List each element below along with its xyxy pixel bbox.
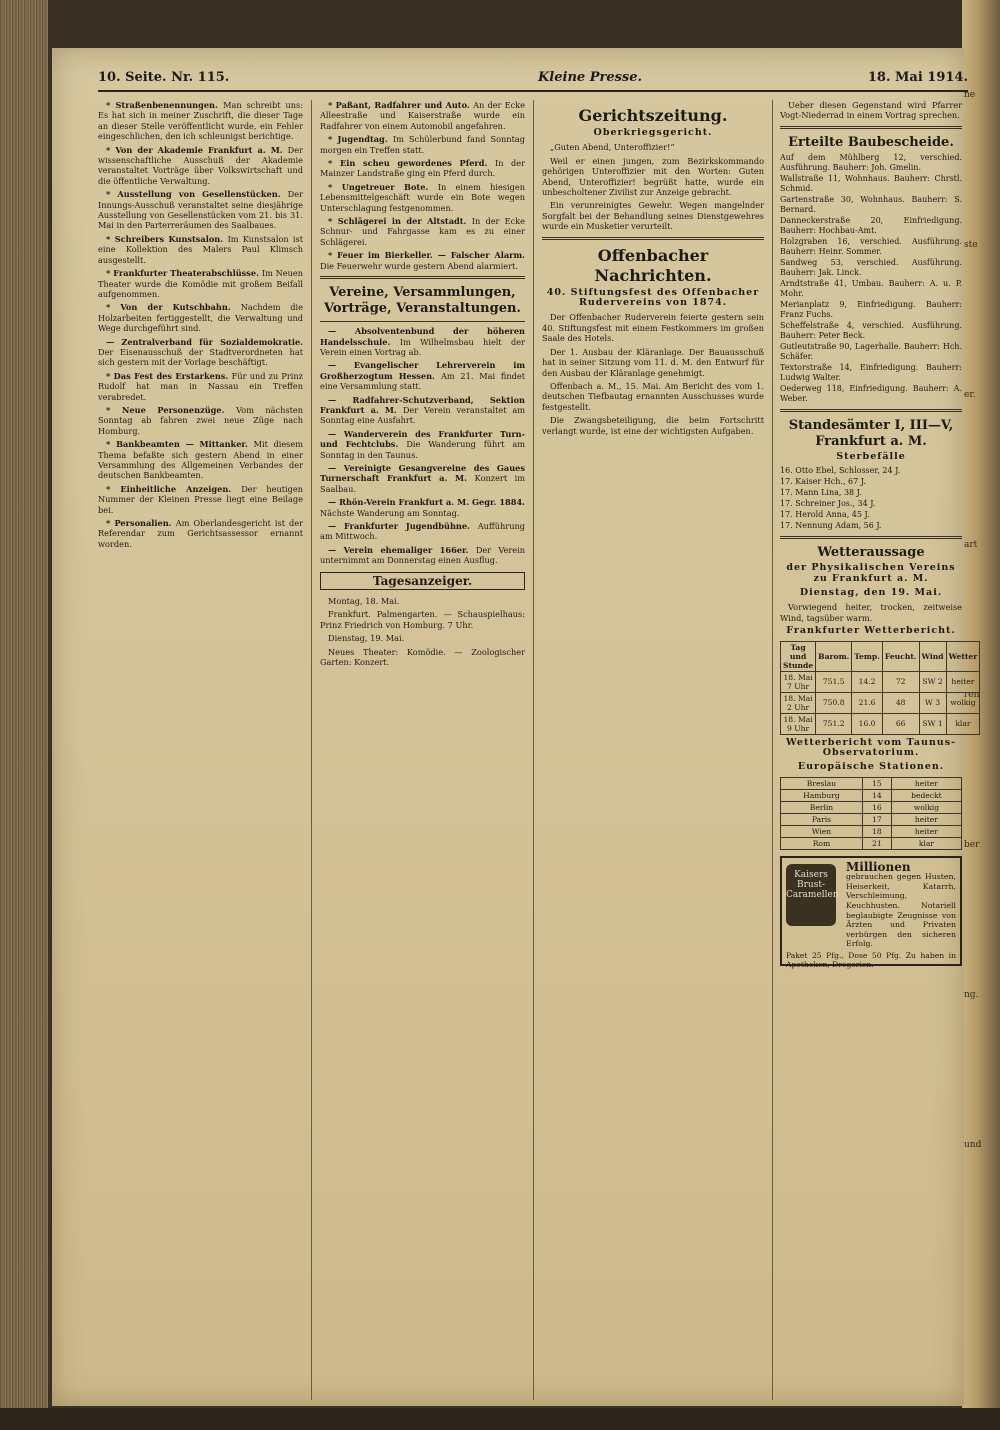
offenbach-paragraph: Der 1. Ausbau der Kläranlage. Der Bauausschuß hat in seiner Sitzung vom 11. d. M. den Entwurf für den Ausbau der Kläranlage genehmigt. [542, 346, 764, 378]
section-title-offenbach: Offenbacher Nachrichten. [594, 245, 712, 285]
agenda-box-title: Tagesanzeiger. [320, 572, 525, 590]
obs-header-cell: Barom. [816, 641, 852, 671]
obs-cell: klar [946, 713, 980, 734]
police-news-article: * Ein scheu gewordenes Pferd. In der Mainzer Landstraße ging ein Pferd durch. [320, 158, 525, 179]
station-cell: Hamburg [781, 789, 863, 801]
column-notices [780, 100, 978, 1400]
club-notice: — Wanderverein des Frankfurter Turn- und Fechtclubs. Die Wanderung führt am Sonntag in den Taunus. [320, 428, 525, 460]
building-permit: Arndtstraße 41, Umbau. Bauherr: A. u. P. Mohr. [780, 278, 962, 298]
club-notice: — Vereinigte Gesangvereine des Gaues Turnerschaft Frankfurt a. M. Konzert im Saalbau. [320, 462, 525, 494]
station-row [781, 777, 962, 789]
police-news-article: * Ungetreuer Bote. In einem hiesigen Lebensmittelgeschäft wurde ein Bote wegen Unterschlagung festgenommen. [320, 181, 525, 213]
article-title: * Schreibers Kunstsalon. [106, 233, 228, 244]
adjacent-page-fragment: art [964, 540, 978, 550]
adjacent-page-fragment: ste [964, 240, 978, 250]
local-news-article: * Ausstellung von Gesellenstücken. Der Innungs-Ausschuß veranstaltet seine diesjährige Ausstellung von Gesellenstücken vom 21. bis 31. Mai in den Parterreräumen des Saalbaues. [98, 189, 303, 231]
page-number: 10. Seite. Nr. 115. [98, 70, 230, 85]
obs-cell: SW 2 [919, 671, 946, 692]
club-notice: — Radfahrer-Schutzverband, Sektion Frankfurt a. M. Der Verein veranstaltet am Sonntag eine Ausfahrt. [320, 394, 525, 426]
product-seal-icon: Kaisers Brust-Caramellen [786, 864, 836, 926]
article-title: — Vereinigte Gesangvereine des Gaues Turnerschaft Frankfurt a. M. [320, 462, 525, 484]
obs-cell: 21.6 [852, 692, 883, 713]
ad-headline: Millionen [846, 859, 911, 874]
table-surface [0, 1408, 1000, 1430]
article-title: * Paßant, Radfahrer und Auto. [328, 100, 474, 110]
building-permit: Gartenstraße 30, Wohnhaus. Bauherr: S. Bernard. [780, 194, 962, 214]
column-rule [311, 100, 312, 1400]
article-title: * Frankfurter Theaterabschlüsse. [106, 268, 262, 279]
column-rule [772, 100, 773, 1400]
station-cell: 14 [862, 789, 891, 801]
agenda-entry: Montag, 18. Mai. [328, 596, 400, 607]
building-permit: Oederweg 118, Einfriedigung. Bauherr: A. Weber. [780, 383, 962, 403]
book-binding-edge [0, 0, 48, 1430]
section-sub-registry: Sterbefälle [836, 450, 906, 462]
article-title: — Verein ehemaliger 166er. [328, 544, 476, 555]
building-permit: Holzgraben 16, verschied. Ausführung. Bauherr: Heinr. Sommer. [780, 236, 962, 256]
club-notice: — Frankfurter Jugendbühne. Aufführung am Mittwoch. [320, 521, 525, 542]
weather-forecast: Vorwiegend heiter, trocken, zeitweise Wind, tagsüber warm. [780, 602, 962, 623]
obs-cell: heiter [946, 671, 980, 692]
agenda-entry: Frankfurt. Palmengarten. — Schauspielhaus: Prinz Friedrich von Homburg. 7 Uhr. [320, 609, 525, 630]
local-news-article: * Straßenbenennungen. Man schreibt uns: Es hat sich in meiner Zuschrift, die dieser Tage an dieser Stelle veröffentlicht wurde, ein Fehler eingeschlichen, den ich schleunigst berichtige. [98, 100, 304, 142]
obs-cell: 14.2 [852, 671, 883, 692]
obs-cell: 750.8 [816, 692, 852, 713]
local-news-article: * Personalien. Am Oberlandesgericht ist der Referendar zum Gerichtsassessor ernannt worden. [98, 518, 303, 549]
newspaper-page [52, 48, 978, 1406]
station-row [781, 801, 962, 813]
obs-cell: 18. Mai 2 Uhr [781, 692, 816, 713]
article-title: — Frankfurter Jugendbühne. [328, 521, 478, 531]
station-cell: heiter [891, 825, 961, 837]
registry-entry: 17. Herold Anna, 45 J. [780, 510, 870, 520]
article-title: * Von der Akademie Frankfurt a. M. [106, 144, 288, 155]
building-permit: Sandweg 53, verschied. Ausführung. Bauherr: Jak. Linck. [780, 257, 962, 277]
obs-cell: 72 [882, 671, 919, 692]
section-title-registry: Standesämter I, III—V, Frankfurt a. M. [788, 417, 954, 449]
article-title: — Evangelischer Lehrerverein im Großherzogtum Hessen. [320, 360, 525, 381]
ad-footer: Paket 25 Pfg., Dose 50 Pfg. Zu haben in Apotheken, Drogerien. [786, 951, 956, 970]
obs-cell: 18. Mai 7 Uhr [781, 671, 816, 692]
obs-cell: 16.0 [852, 713, 883, 734]
advertisement-caramels [780, 856, 962, 970]
article-title: * Neue Personenzüge. [106, 404, 237, 415]
section-title-weather: Wetteraussage [817, 545, 925, 561]
article-title: * Einheitliche Anzeigen. [106, 483, 242, 494]
article-title: * Bankbeamten — Mittanker. [106, 439, 254, 450]
station-row [781, 789, 962, 801]
obs-header-cell: Feucht. [882, 641, 919, 671]
building-permit: Merianplatz 9, Einfriedigung. Bauherr: Franz Fuchs. [780, 299, 962, 319]
local-news-article: * Bankbeamten — Mittanker. Mit diesem Thema befaßte sich gestern Abend in einer Versammlung des Allgemeinen Verbandes der deutschen Bankbeamten. [98, 439, 303, 481]
station-cell: 17 [862, 813, 891, 825]
building-permit: Wallstraße 11, Wohnhaus. Bauherr: Chrstl. Schmid. [780, 173, 962, 193]
obs-cell: W 3 [919, 692, 946, 713]
article-title: * Feuer im Bierkeller. — Falscher Alarm. [328, 250, 525, 261]
adjacent-page-fragment: ne [964, 90, 976, 100]
registry-entry: 17. Nennung Adam, 56 J. [780, 521, 882, 531]
station-cell: 18 [862, 825, 891, 837]
station-cell: 16 [862, 801, 891, 813]
offenbach-paragraph: Offenbach a. M., 15. Mai. Am Bericht des vom 1. deutschen Tiefbautag ernannten Ausschusses wurde festgestellt. [542, 380, 764, 412]
agenda-entry: Dienstag, 19. Mai. [328, 633, 405, 644]
section-sub-offenbach: 40. Stiftungsfest des Offenbacher Rudervereins von 1874. [546, 286, 760, 309]
station-cell: Berlin [781, 801, 863, 813]
registry-entry: 17. Schreiner Jos., 34 J. [780, 499, 876, 509]
station-row [781, 825, 962, 837]
obs-header-cell: Wetter [946, 641, 980, 671]
club-notice: — Rhön-Verein Frankfurt a. M. Gegr. 1884. Nächste Wanderung am Sonntag. [320, 497, 525, 518]
european-stations-table [780, 777, 962, 850]
local-news-article: * Von der Akademie Frankfurt a. M. Der wissenschaftliche Ausschuß der Akademie veranstaltet Vorträge über Volkswirtschaft und die öffentliche Verwaltung. [98, 144, 303, 186]
station-cell: Wien [781, 825, 863, 837]
obs-header-cell: Wind [919, 641, 946, 671]
taunus-title: Wetterbericht vom Taunus-Observatorium. [786, 736, 956, 759]
station-cell: klar [891, 837, 961, 849]
local-news-article: * Einheitliche Anzeigen. Der heutigen Nummer der Kleinen Presse liegt eine Beilage bei. [98, 483, 303, 515]
obs-cell: 751.5 [816, 671, 852, 692]
club-notice: — Absolventenbund der höheren Handelsschule. Im Wilhelmsbau hielt der Verein einen Vortrag ab. [320, 326, 525, 357]
obs-title: Frankfurter Wetterbericht. [786, 625, 956, 637]
obs-cell: SW 1 [919, 713, 946, 734]
police-news-article: * Schlägerei in der Altstadt. In der Ecke Schnur- und Fahrgasse kam es zu einer Schlägerei. [320, 216, 525, 247]
station-cell: 15 [862, 777, 891, 789]
section-sub-court: Oberkriegsgericht. [593, 127, 713, 138]
station-cell: bedeckt [891, 789, 961, 801]
article-title: * Von der Kutschbahn. [106, 302, 241, 313]
article-title: — Zentralverband für Sozialdemokratie. [106, 336, 303, 347]
station-row [781, 813, 962, 825]
article-title: * Schlägerei in der Altstadt. [328, 216, 472, 227]
article-title: — Absolventenbund der höheren Handelsschule. [320, 326, 525, 347]
building-permit: Textorstraße 14, Einfriedigung. Bauherr: Ludwig Walter. [780, 362, 962, 382]
building-permit: Scheffelstraße 4, verschied. Ausführung. Bauherr: Peter Beck. [780, 320, 962, 340]
section-title-court: Gerichtszeitung. [578, 106, 728, 125]
issue-date: 18. Mai 1914. [867, 70, 968, 85]
weather-observation-table [780, 641, 980, 735]
obs-cell: wolkig [946, 692, 980, 713]
registry-entry: 17. Kaiser Hch., 67 J. [780, 477, 866, 487]
adjacent-page-fragment: ren [964, 690, 980, 700]
local-news-article: — Zentralverband für Sozialdemokratie. Der Eisenausschuß der Stadtverordneten hat sich gestern mit der Vorlage beschäftigt. [98, 336, 303, 368]
offenbach-paragraph: Die Zwangsbeteiligung, die beim Fortschritt verlangt wurde, ist eine der wichtigsten Aufgaben. [542, 415, 764, 436]
obs-cell: 66 [882, 713, 919, 734]
obs-row [781, 713, 980, 734]
column-rule [533, 100, 534, 1400]
article-title: — Rhön-Verein Frankfurt a. M. Gegr. 1884. [328, 497, 525, 508]
building-permit: Gutleutstraße 90, Lagerhalle. Bauherr: Hch. Schäfer. [780, 341, 962, 361]
column-court-offenbach [542, 100, 764, 1400]
section-title-clubs: Vereine, Versammlungen, Vorträge, Veranstaltungen. [324, 285, 521, 317]
station-cell: Breslau [781, 777, 863, 789]
local-news-article: * Von der Kutschbahn. Nachdem die Holzarbeiten fertiggestellt, die Verwaltung und Wege durchgeführt sind. [98, 302, 304, 334]
court-paragraph: Weil er einen jungen, zum Bezirkskommando gehörigen Unteroffizier mit den Worten: Guten Abend, Unteroffizier! begrüßt hatte, wurde ein unbescholtener Zivilist zur Anzeige gebracht. [542, 155, 764, 198]
local-news-article: * Das Fest des Erstarkens. Für und zu Prinz Rudolf hat man in Nassau ein Treffen verabredet. [98, 370, 303, 402]
obs-row [781, 692, 980, 713]
column-clubs [320, 100, 525, 1400]
station-row [781, 837, 962, 849]
article-title: * Das Fest des Erstarkens. [106, 370, 232, 381]
article-title: * Personalien. [106, 518, 176, 529]
adjacent-page-fragment: ber [964, 840, 980, 850]
obs-cell: 18. Mai 9 Uhr [781, 713, 816, 734]
local-news-article: * Frankfurter Theaterabschlüsse. Im Neuen Theater wurde die Komödie mit großem Beifall aufgenommen. [98, 268, 303, 299]
obs-cell: 48 [882, 692, 919, 713]
court-paragraph: „Guten Abend, Unteroffizier!“ [550, 142, 675, 153]
club-notice: — Evangelischer Lehrerverein im Großherzogtum Hessen. Am 21. Mai findet eine Versammlung statt. [320, 360, 526, 392]
obs-header-cell: Tag und Stunde [781, 641, 816, 671]
offenbach-paragraph: Der Offenbacher Ruderverein feierte gestern sein 40. Stiftungsfest mit einem Festkommers im großen Saale des Hotels. [542, 312, 764, 344]
column-local-news [98, 100, 303, 1400]
local-news-article: * Schreibers Kunstsalon. Im Kunstsalon ist eine Kollektion des Malers Paul Klimsch ausgestellt. [98, 233, 303, 265]
obs-header-cell: Temp. [852, 641, 883, 671]
adjacent-page-fragment: er. [964, 390, 976, 400]
article-title: * Jugendtag. [328, 134, 393, 145]
registry-entry: 16. Otto Ebel, Schlosser, 24 J. [780, 466, 901, 476]
obs-header-row [781, 641, 980, 671]
station-cell: heiter [891, 777, 961, 789]
adjacent-page-fragment: und [964, 1140, 982, 1150]
obs-cell: 751.2 [816, 713, 852, 734]
court-paragraph: Ein verunreinigtes Gewehr. Wegen mangelnder Sorgfalt bei der Behandlung seines Dienstgewehres wurde ein Musketier verurteilt. [542, 200, 764, 232]
article-title: * Ein scheu gewordenes Pferd. [328, 158, 496, 169]
section-title-building: Erteilte Baubescheide. [788, 134, 954, 150]
page-header [98, 68, 968, 92]
station-cell: heiter [891, 813, 961, 825]
ad-body: gebrauchen gegen Husten, Heiserkeit, Katarrh, Verschleimung, Keuchhusten. Notariell beglaubigte Zeugnisse von Ärzten und Privaten verbürgen den sicheren Erfolg. [846, 872, 956, 949]
cities-title: Europäische Stationen. [797, 761, 945, 773]
weather-day: Dienstag, den 19. Mai. [799, 587, 943, 599]
obs-row [781, 671, 980, 692]
police-news-article: * Paßant, Radfahrer und Auto. An der Ecke Alleestraße und Kaiserstraße wurde ein Radfahrer von einem Automobil angefahren. [320, 100, 525, 131]
article-title: * Ausstellung von Gesellenstücken. [106, 189, 288, 200]
article-title: — Wanderverein des Frankfurter Turn- und Fechtclubs. [320, 428, 525, 450]
intro-note: Ueber diesen Gegenstand wird Pfarrer Vogt-Niederrad in einem Vortrag sprechen. [780, 100, 962, 121]
station-cell: Rom [781, 837, 863, 849]
station-cell: wolkig [891, 801, 961, 813]
article-title: * Ungetreuer Bote. [328, 181, 438, 192]
club-notice: — Verein ehemaliger 166er. Der Verein unternimmt am Donnerstag einen Ausflug. [320, 544, 525, 566]
registry-entry: 17. Mann Lina, 38 J. [780, 488, 862, 498]
station-cell: Paris [781, 813, 863, 825]
local-news-article: * Neue Personenzüge. Vom nächsten Sonntag ab fahren zwei neue Züge nach Homburg. [98, 404, 303, 436]
police-news-article: * Jugendtag. Im Schülerbund fand Sonntag morgen ein Treffen statt. [320, 134, 525, 155]
article-title: — Radfahrer-Schutzverband, Sektion Frankfurt a. M. [320, 394, 525, 415]
police-news-article: * Feuer im Bierkeller. — Falscher Alarm. Die Feuerwehr wurde gestern Abend alarmiert. [320, 250, 525, 271]
paper-title: Kleine Presse. [538, 70, 643, 85]
station-cell: 21 [862, 837, 891, 849]
weather-source: der Physikalischen Vereins zu Frankfurt a. M. [786, 562, 956, 584]
building-permit: Auf dem Mühlberg 12, verschied. Ausführung. Bauherr: Joh. Gmelin. [780, 152, 962, 172]
adjacent-page-fragment: ng. [964, 990, 979, 1000]
article-title: * Straßenbenennungen. [106, 100, 224, 110]
agenda-entry: Neues Theater: Komödie. — Zoologischer Garten: Konzert. [320, 646, 525, 668]
building-permit: Danneckerstraße 20, Einfriedigung. Bauherr: Hochbau-Amt. [780, 215, 962, 235]
